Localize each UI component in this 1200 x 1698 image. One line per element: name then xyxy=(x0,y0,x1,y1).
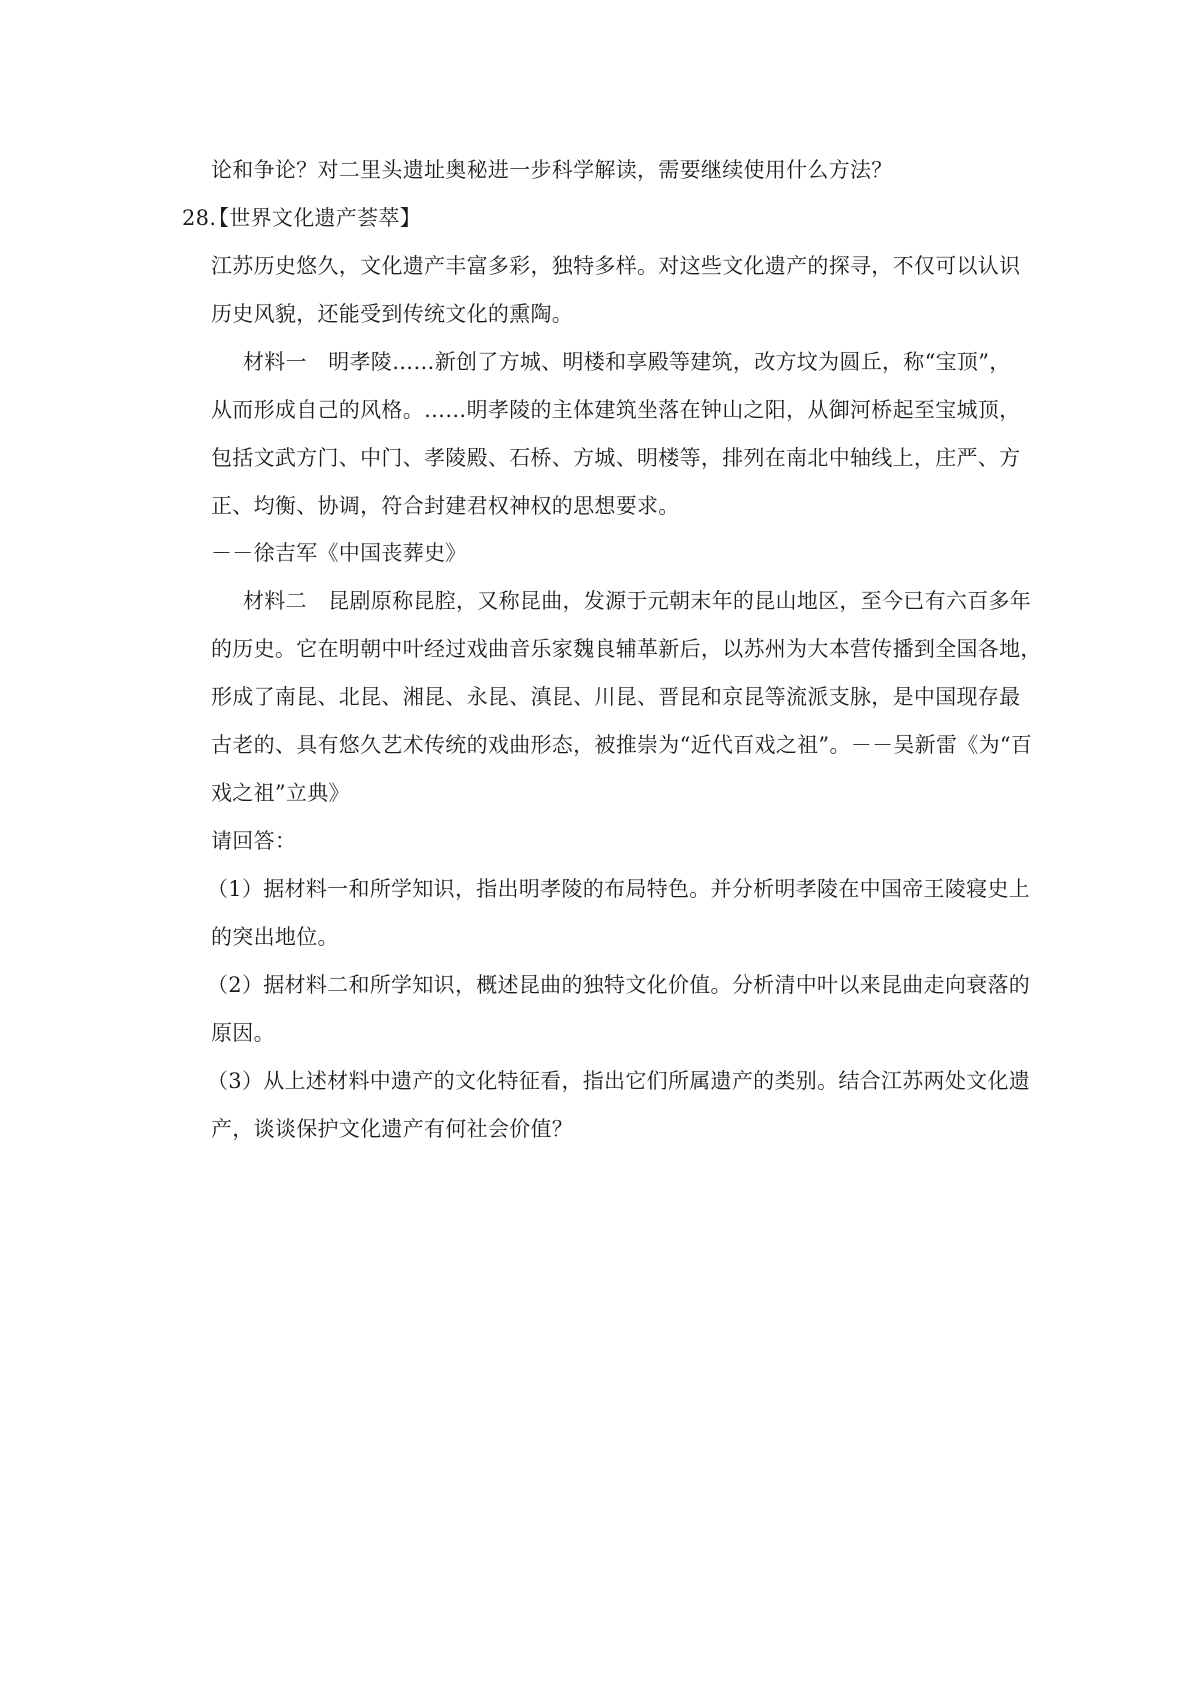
sub-question-1-line: 的突出地位。 xyxy=(211,925,339,949)
lead-line: 历史风貌，还能受到传统文化的熏陶。 xyxy=(211,302,574,326)
question-number: 28. xyxy=(182,206,217,230)
material2-line: 形成了南昆、北昆、湘昆、永昆、滇昆、川昆、晋昆和京昆等流派支脉，是中国现存最 xyxy=(211,685,1021,709)
material2-line: 戏之祖”立典》 xyxy=(211,781,350,805)
sub-question-2-line: （2）据材料二和所学知识，概述昆曲的独特文化价值。分析清中叶以来昆曲走向衰落的 xyxy=(207,973,1031,997)
sub-question-2-line: 原因。 xyxy=(211,1021,275,1045)
material1-line: 正、均衡、协调，符合封建君权神权的思想要求。 xyxy=(211,494,680,518)
material1-source: －－徐吉军《中国丧葬史》 xyxy=(211,541,467,565)
sub-question-3-line: （3）从上述材料中遗产的文化特征看，指出它们所属遗产的类别。结合江苏两处文化遗 xyxy=(207,1069,1031,1093)
material1-line: 包括文武方门、中门、孝陵殿、石桥、方城、明楼等，排列在南北中轴线上，庄严、方 xyxy=(211,446,1021,470)
question-title: 【世界文化遗产荟萃】 xyxy=(208,206,421,230)
sub-question-1-line: （1）据材料一和所学知识，指出明孝陵的布局特色。并分析明孝陵在中国帝王陵寝史上 xyxy=(207,877,1031,901)
material2-line: 的历史。它在明朝中叶经过戏曲音乐家魏良辅革新后，以苏州为大本营传播到全国各地， xyxy=(211,637,1042,661)
material2-line: 材料二 昆剧原称昆腔，又称昆曲，发源于元朝末年的昆山地区，至今已有六百多年 xyxy=(243,589,1032,613)
sub-question-3-line: 产，谈谈保护文化遗产有何社会价值？ xyxy=(211,1117,574,1141)
intro-continuation: 论和争论？对二里头遗址奥秘进一步科学解读，需要继续使用什么方法？ xyxy=(211,158,893,182)
material1-line: 从而形成自己的风格。……明孝陵的主体建筑坐落在钟山之阳，从御河桥起至宝城顶， xyxy=(211,398,1021,422)
material2-line: 古老的、具有悠久艺术传统的戏曲形态，被推崇为“近代百戏之祖”。－－吴新雷《为“百 xyxy=(211,733,1033,757)
answer-prompt: 请回答： xyxy=(211,829,297,853)
material1-line: 材料一 明孝陵……新创了方城、明楼和享殿等建筑，改方坟为圆丘，称“宝顶”， xyxy=(243,350,1011,374)
lead-line: 江苏历史悠久，文化遗产丰富多彩，独特多样。对这些文化遗产的探寻，不仅可以认识 xyxy=(211,254,1021,278)
